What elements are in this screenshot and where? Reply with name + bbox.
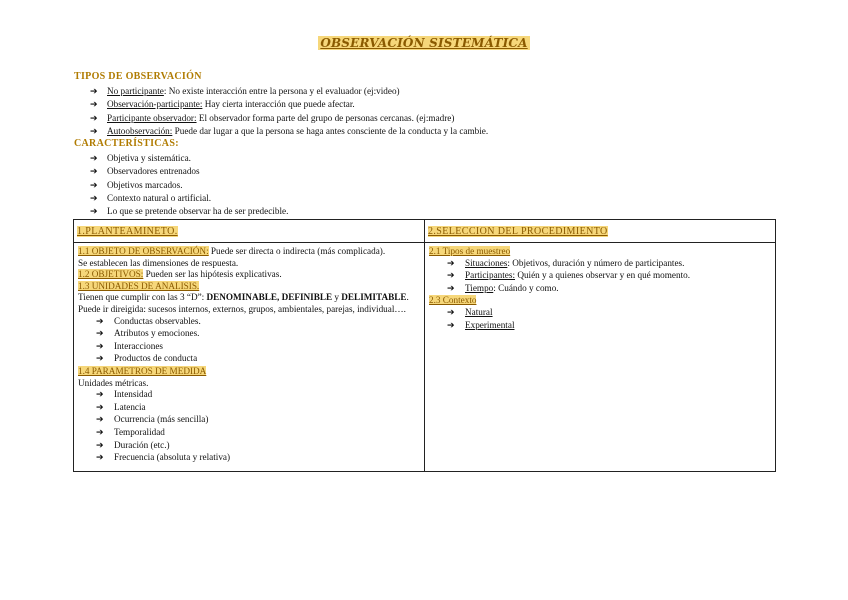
- list-item: [96, 316, 420, 329]
- parametro-text: Ocurrencia (más sencilla): [114, 414, 209, 425]
- arrow-icon: ➔: [90, 180, 98, 191]
- list-item: [90, 85, 488, 98]
- parametros-list: [78, 389, 420, 465]
- arrow-icon: ➔: [90, 100, 98, 111]
- list-item: [447, 283, 771, 296]
- tres-d-intro: Tienen que cumplir con las 3 “D”:: [78, 292, 207, 303]
- arrow-icon: ➔: [96, 354, 104, 365]
- muestreo-label-line: [429, 246, 771, 258]
- arrow-icon: ➔: [90, 126, 98, 137]
- list-item: [447, 320, 771, 333]
- caracteristicas-list: [90, 152, 288, 218]
- list-item: [96, 402, 420, 415]
- tipo-term: No participante: [107, 86, 164, 96]
- tres-d-line: [78, 292, 420, 304]
- arrow-icon: ➔: [447, 320, 455, 331]
- muestreo-text: : Cuándo y como.: [493, 282, 559, 293]
- muestreo-label: 2.1 Tipos de muestreo: [429, 246, 511, 256]
- arrow-icon: ➔: [96, 440, 104, 451]
- dimensiones-text: Se establecen las dimensiones de respuesta.: [78, 257, 239, 268]
- seleccion-heading: 2.SELECCION DEL PROCEDIMIENTO: [428, 226, 608, 237]
- arrow-icon: ➔: [90, 193, 98, 204]
- arrow-icon: ➔: [90, 113, 98, 124]
- arrow-icon: ➔: [96, 316, 104, 327]
- arrow-icon: ➔: [90, 167, 98, 178]
- list-item: [447, 307, 771, 320]
- list-item: [90, 112, 488, 125]
- tipo-term: Autoobservación:: [107, 125, 173, 136]
- arrow-icon: ➔: [96, 402, 104, 413]
- arrow-icon: ➔: [96, 341, 104, 352]
- sep-a: ,: [276, 292, 282, 303]
- list-item: [96, 452, 420, 465]
- muestreo-term: Tiempo: [465, 282, 494, 293]
- muestreo-text: Quién y a quienes observar y en qué momento.: [515, 270, 691, 281]
- caracteristica-text: Observadores entrenados: [107, 166, 200, 177]
- arrow-icon: ➔: [447, 307, 455, 318]
- unidad-text: Conductas observables.: [114, 315, 201, 326]
- seleccion-header-cell: [425, 220, 776, 243]
- objeto-label: 1.1 OBJETO DE OBSERVACIÓN:: [78, 246, 209, 256]
- tres-d-end: .: [406, 292, 409, 303]
- list-item: [90, 98, 488, 111]
- list-item: [96, 440, 420, 453]
- list-item: [96, 341, 420, 354]
- planteamiento-header-cell: [74, 220, 425, 243]
- contexto-text: Natural: [465, 306, 493, 317]
- tipo-text: : No existe interacción entre la persona y el evaluador (ej:video): [163, 86, 400, 96]
- list-item: [90, 152, 288, 165]
- objetivos-line: [78, 269, 420, 281]
- caracteristica-text: Objetivos marcados.: [107, 179, 183, 190]
- arrow-icon: ➔: [96, 390, 104, 401]
- unidades-list: [78, 316, 420, 366]
- tipo-text: Puede dar lugar a que la persona se haga antes consciente de la conducta y la cambie.: [172, 125, 489, 136]
- arrow-icon: ➔: [90, 154, 98, 164]
- contexto-label-line: [429, 295, 771, 307]
- arrow-icon: ➔: [96, 453, 104, 464]
- muestreo-list: [429, 258, 771, 296]
- delimitable-text: DELIMITABLE: [341, 292, 407, 303]
- definible-text: DEFINIBLE: [281, 292, 333, 303]
- unidad-text: Atributos y emociones.: [114, 328, 200, 339]
- parametro-text: Temporalidad: [114, 426, 165, 437]
- unidades-label-line: [78, 281, 420, 293]
- muestreo-term: Situaciones: [465, 257, 508, 268]
- list-item: [447, 258, 771, 271]
- arrow-icon: ➔: [447, 283, 455, 294]
- list-item: [96, 353, 420, 366]
- caracteristica-text: Contexto natural o artificial.: [107, 192, 212, 203]
- seleccion-cell: [425, 243, 776, 472]
- list-item: [96, 414, 420, 427]
- list-item: [447, 270, 771, 283]
- parametros-label-line: [78, 366, 420, 378]
- tipo-text: Hay cierta interacción que puede afectar.: [202, 99, 355, 110]
- list-item: [90, 179, 288, 192]
- denominable-text: DENOMINABLE: [206, 292, 277, 303]
- caracteristica-text: Lo que se pretende observar ha de ser predecible.: [107, 206, 289, 217]
- list-item: [90, 165, 288, 178]
- arrow-icon: ➔: [90, 207, 98, 218]
- muestreo-term: Participantes:: [465, 270, 516, 281]
- tipo-text: El observador forma parte del grupo de personas cercanas. (ej:madre): [196, 112, 455, 123]
- arrow-icon: ➔: [96, 329, 104, 340]
- parametro-text: Frecuencia (absoluta y relativa): [114, 452, 231, 463]
- list-item: [90, 125, 488, 138]
- objeto-line: [78, 246, 420, 258]
- arrow-icon: ➔: [96, 427, 104, 438]
- muestreo-text: : Objetivos, duración y número de participantes.: [507, 257, 685, 268]
- metricas-text: Unidades métricas.: [78, 377, 149, 388]
- planteamiento-heading: 1.PLANTEAMINETO.: [77, 226, 178, 237]
- list-item: [90, 205, 288, 218]
- tipo-term: Participante observador:: [107, 112, 197, 123]
- tipos-heading: TIPOS DE OBSERVACIÓN: [74, 71, 202, 82]
- parametro-text: Intensidad: [114, 389, 153, 400]
- unidad-text: Interacciones: [114, 340, 163, 351]
- contexto-list: [429, 307, 771, 332]
- planteamiento-cell: [74, 243, 425, 472]
- caracteristicas-heading: CARACTERÍSTICAS:: [74, 138, 179, 149]
- caracteristica-text: Objetiva y sistemática.: [107, 153, 191, 163]
- tipo-term: Observación-participante:: [107, 99, 203, 110]
- list-item: [96, 389, 420, 402]
- list-item: [96, 427, 420, 440]
- objeto-text: Puede ser directa o indirecta (más complicada).: [208, 246, 386, 256]
- parametros-label: 1.4 PARAMETROS DE MEDIDA: [78, 365, 207, 376]
- arrow-icon: ➔: [447, 271, 455, 282]
- procedure-table: [73, 219, 776, 472]
- arrow-icon: ➔: [90, 87, 98, 97]
- arrow-icon: ➔: [96, 415, 104, 426]
- sep-b: y: [332, 292, 342, 303]
- arrow-icon: ➔: [447, 258, 455, 269]
- unidad-text: Productos de conducta: [114, 353, 198, 364]
- contexto-label: 2.3 Contexto: [429, 295, 477, 306]
- direigida-text: Puede ir direigida: sucesos internos, externos, grupos, ambientales, parejas, individual….: [78, 303, 406, 314]
- objetivos-label: 1.2 OBJETIVOS:: [78, 269, 144, 280]
- parametro-text: Duración (etc.): [114, 439, 170, 450]
- list-item: [90, 192, 288, 205]
- tipos-list: [90, 85, 488, 138]
- contexto-text: Experimental: [465, 319, 515, 330]
- parametro-text: Latencia: [114, 401, 146, 412]
- page-title: OBSERVACIÓN SISTEMÁTICA: [320, 36, 528, 50]
- list-item: [96, 328, 420, 341]
- unidades-label: 1.3 UNIDADES DE ANALISIS.: [78, 280, 200, 291]
- objetivos-text: Pueden ser las hipótesis explicativas.: [143, 269, 282, 280]
